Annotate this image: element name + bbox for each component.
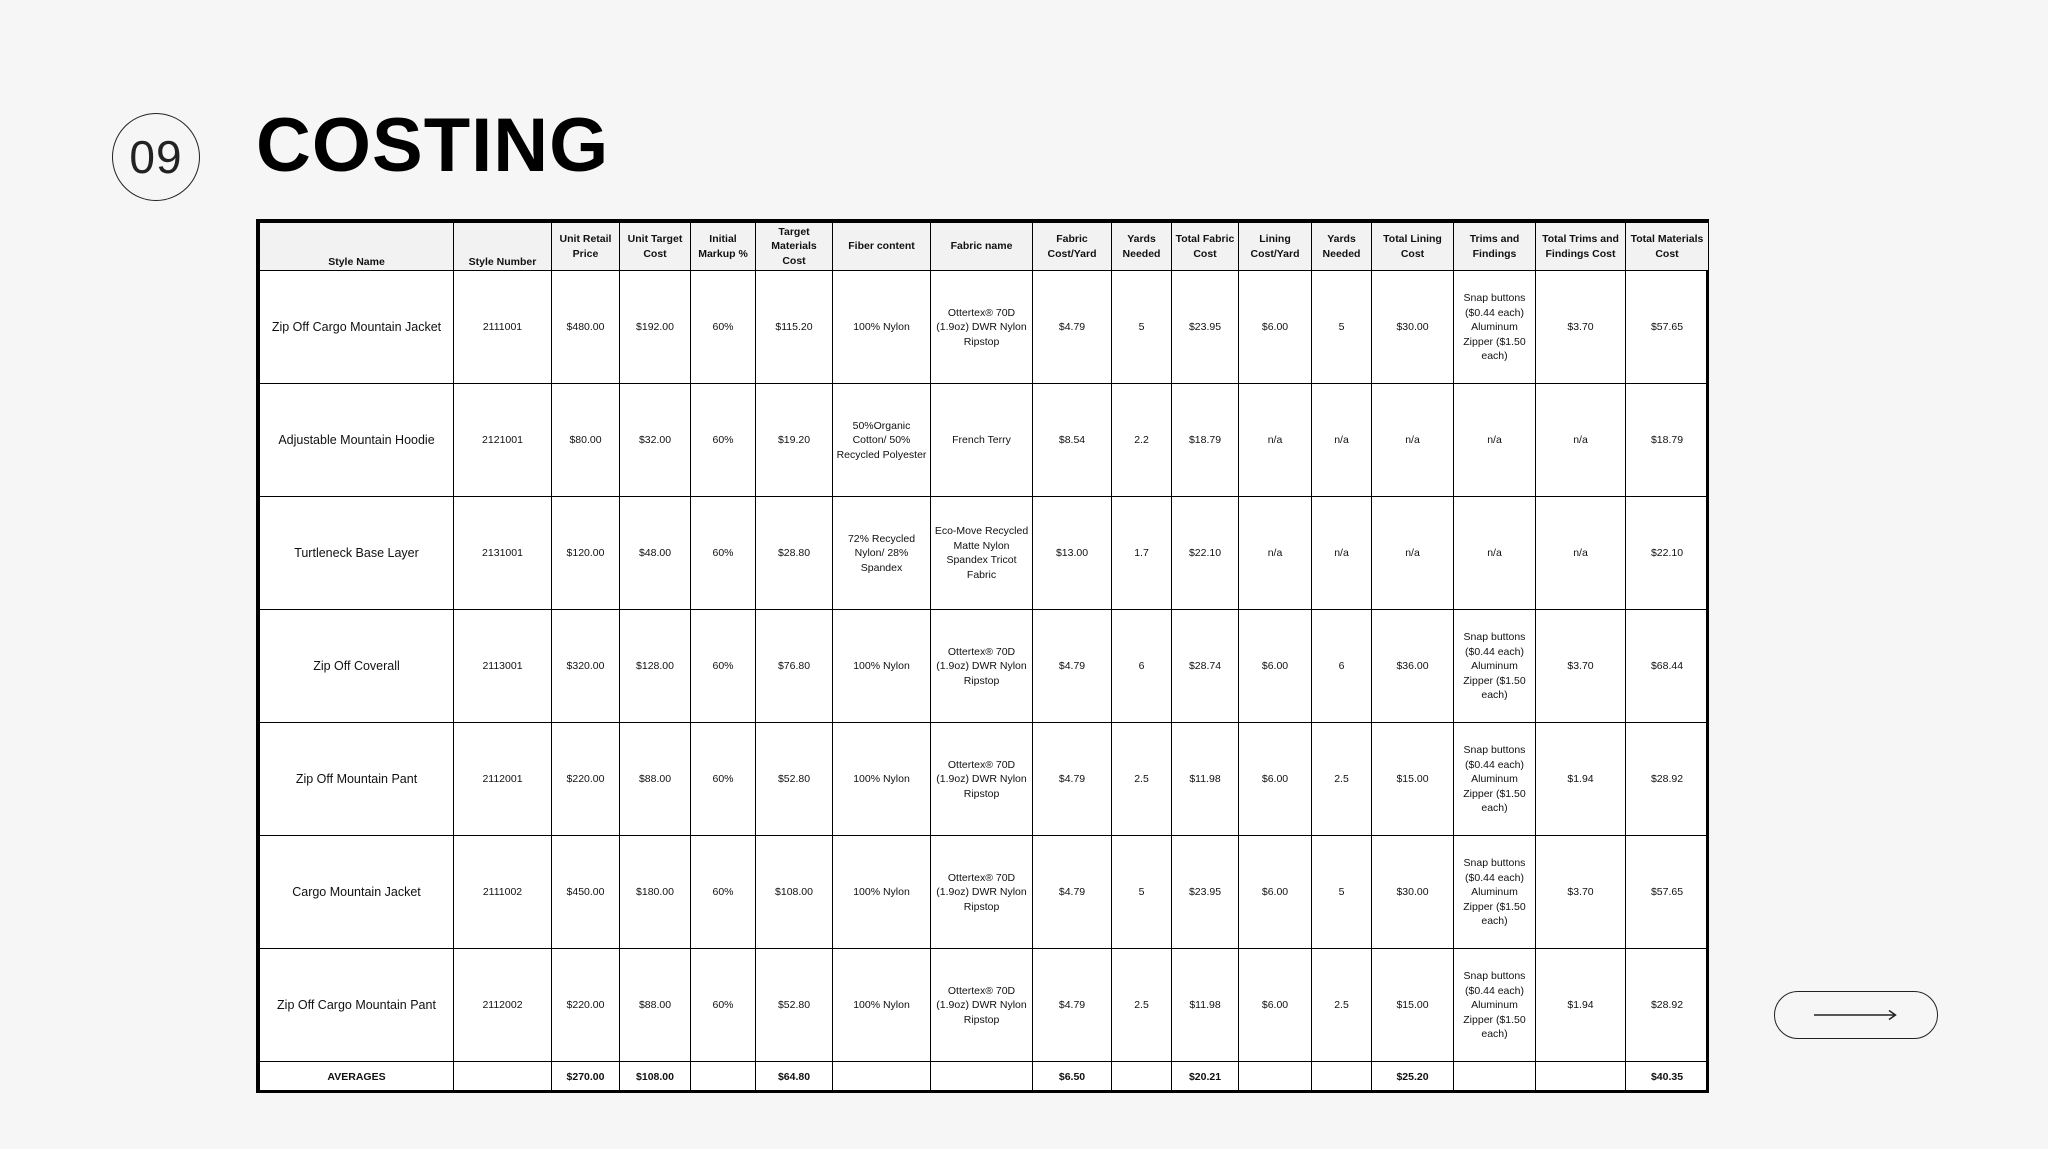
cell-style-name: Zip Off Coverall xyxy=(260,610,454,723)
cell-target-materials-cost: $108.00 xyxy=(756,836,833,949)
cell-target-materials-cost: $115.20 xyxy=(756,271,833,384)
cell-unit-retail-price: $320.00 xyxy=(552,610,620,723)
table-row xyxy=(260,497,1709,610)
cell-total-materials-cost: $57.65 xyxy=(1626,271,1709,384)
cell-unit-target-cost: $48.00 xyxy=(620,497,691,610)
cell-fiber-content: 100% Nylon xyxy=(833,271,931,384)
cell-unit-target-cost: $88.00 xyxy=(620,723,691,836)
cell-trims-and-findings: Snap buttons ($0.44 each) Aluminum Zipper ($1.50 each) xyxy=(1454,610,1536,723)
table-row xyxy=(260,610,1709,723)
cell-lining-yards-needed: 5 xyxy=(1312,836,1372,949)
cell-total-materials-cost: $28.92 xyxy=(1626,723,1709,836)
cell-total-lining-cost: $15.00 xyxy=(1372,723,1454,836)
cell-yards-needed: 5 xyxy=(1112,836,1172,949)
cell-fiber-content: 100% Nylon xyxy=(833,949,931,1062)
cell-fiber-content: 72% Recycled Nylon/ 28% Spandex xyxy=(833,497,931,610)
cell-lining-yards-needed: 2.5 xyxy=(1312,723,1372,836)
header-trims-and-findings: Trims and Findings xyxy=(1454,223,1536,271)
cell-lining-yards-needed: n/a xyxy=(1312,497,1372,610)
cell-total-trims-cost: $3.70 xyxy=(1536,610,1626,723)
cell-style-number: 2112002 xyxy=(454,949,552,1062)
cell-fiber-content: 100% Nylon xyxy=(833,723,931,836)
cell-total-trims-cost: $3.70 xyxy=(1536,836,1626,949)
header-initial-markup: Initial Markup % xyxy=(691,223,756,271)
cell-fabric-name: Ottertex® 70D (1.9oz) DWR Nylon Ripstop xyxy=(931,949,1033,1062)
cell-initial-markup: 60% xyxy=(691,723,756,836)
cell-style-name: Zip Off Cargo Mountain Jacket xyxy=(260,271,454,384)
cell-lining-yards-needed: 6 xyxy=(1312,610,1372,723)
cell-total-lining-cost: n/a xyxy=(1372,497,1454,610)
cell-fabric-cost-yard: $8.54 xyxy=(1033,384,1112,497)
cell-yards-needed: 2.2 xyxy=(1112,384,1172,497)
averages-cell xyxy=(833,1062,931,1092)
cell-lining-cost-yard: $6.00 xyxy=(1239,949,1312,1062)
header-total-lining-cost: Total Lining Cost xyxy=(1372,223,1454,271)
table-row xyxy=(260,723,1709,836)
cell-fabric-cost-yard: $4.79 xyxy=(1033,271,1112,384)
cell-total-materials-cost: $22.10 xyxy=(1626,497,1709,610)
averages-total-materials-cost: $40.35 xyxy=(1626,1062,1709,1092)
cell-yards-needed: 6 xyxy=(1112,610,1172,723)
cell-initial-markup: 60% xyxy=(691,384,756,497)
cell-yards-needed: 5 xyxy=(1112,271,1172,384)
cell-yards-needed: 2.5 xyxy=(1112,723,1172,836)
cell-unit-retail-price: $80.00 xyxy=(552,384,620,497)
cell-total-lining-cost: $15.00 xyxy=(1372,949,1454,1062)
cell-yards-needed: 2.5 xyxy=(1112,949,1172,1062)
cell-yards-needed: 1.7 xyxy=(1112,497,1172,610)
cell-lining-cost-yard: n/a xyxy=(1239,384,1312,497)
cell-total-trims-cost: $1.94 xyxy=(1536,949,1626,1062)
cell-fabric-name: Ottertex® 70D (1.9oz) DWR Nylon Ripstop xyxy=(931,836,1033,949)
cell-trims-and-findings: n/a xyxy=(1454,497,1536,610)
header-fiber-content: Fiber content xyxy=(833,223,931,271)
cell-total-lining-cost: n/a xyxy=(1372,384,1454,497)
cell-total-fabric-cost: $23.95 xyxy=(1172,271,1239,384)
header-unit-target-cost: Unit Target Cost xyxy=(620,223,691,271)
cell-trims-and-findings: Snap buttons ($0.44 each) Aluminum Zipper ($1.50 each) xyxy=(1454,836,1536,949)
cell-total-fabric-cost: $28.74 xyxy=(1172,610,1239,723)
costing-table xyxy=(259,222,1709,1092)
cell-trims-and-findings: n/a xyxy=(1454,384,1536,497)
cell-initial-markup: 60% xyxy=(691,610,756,723)
next-slide-button[interactable] xyxy=(1774,991,1938,1039)
header-row xyxy=(260,223,1709,271)
cell-style-name: Cargo Mountain Jacket xyxy=(260,836,454,949)
cell-style-name: Adjustable Mountain Hoodie xyxy=(260,384,454,497)
cell-lining-cost-yard: n/a xyxy=(1239,497,1312,610)
cell-total-trims-cost: n/a xyxy=(1536,384,1626,497)
header-unit-retail-price: Unit Retail Price xyxy=(552,223,620,271)
cell-target-materials-cost: $28.80 xyxy=(756,497,833,610)
cell-lining-cost-yard: $6.00 xyxy=(1239,836,1312,949)
cell-lining-yards-needed: 2.5 xyxy=(1312,949,1372,1062)
averages-cell xyxy=(1112,1062,1172,1092)
cell-total-fabric-cost: $11.98 xyxy=(1172,949,1239,1062)
cell-unit-retail-price: $480.00 xyxy=(552,271,620,384)
cell-lining-yards-needed: n/a xyxy=(1312,384,1372,497)
cell-total-lining-cost: $30.00 xyxy=(1372,271,1454,384)
cell-fiber-content: 50%Organic Cotton/ 50% Recycled Polyester xyxy=(833,384,931,497)
cell-total-fabric-cost: $23.95 xyxy=(1172,836,1239,949)
cell-target-materials-cost: $76.80 xyxy=(756,610,833,723)
cell-fabric-name: French Terry xyxy=(931,384,1033,497)
cell-fabric-name: Ottertex® 70D (1.9oz) DWR Nylon Ripstop xyxy=(931,271,1033,384)
table-row xyxy=(260,271,1709,384)
cell-fiber-content: 100% Nylon xyxy=(833,610,931,723)
cell-unit-target-cost: $192.00 xyxy=(620,271,691,384)
table-row xyxy=(260,836,1709,949)
averages-cell xyxy=(1454,1062,1536,1092)
cell-unit-target-cost: $32.00 xyxy=(620,384,691,497)
cell-initial-markup: 60% xyxy=(691,497,756,610)
cell-unit-retail-price: $450.00 xyxy=(552,836,620,949)
cell-style-number: 2111001 xyxy=(454,271,552,384)
cell-style-name: Turtleneck Base Layer xyxy=(260,497,454,610)
cell-fabric-cost-yard: $4.79 xyxy=(1033,949,1112,1062)
cell-trims-and-findings: Snap buttons ($0.44 each) Aluminum Zipper ($1.50 each) xyxy=(1454,271,1536,384)
cell-total-lining-cost: $36.00 xyxy=(1372,610,1454,723)
cell-unit-retail-price: $120.00 xyxy=(552,497,620,610)
cell-unit-target-cost: $88.00 xyxy=(620,949,691,1062)
header-total-materials-cost: Total Materials Cost xyxy=(1626,223,1709,271)
averages-label: AVERAGES xyxy=(260,1062,454,1092)
cell-lining-cost-yard: $6.00 xyxy=(1239,723,1312,836)
cell-initial-markup: 60% xyxy=(691,949,756,1062)
cell-unit-retail-price: $220.00 xyxy=(552,949,620,1062)
header-target-materials-cost: Target Materials Cost xyxy=(756,223,833,271)
header-total-fabric-cost: Total Fabric Cost xyxy=(1172,223,1239,271)
header-fabric-cost-yard: Fabric Cost/Yard xyxy=(1033,223,1112,271)
header-total-trims-cost: Total Trims and Findings Cost xyxy=(1536,223,1626,271)
averages-fabric-cost-yard: $6.50 xyxy=(1033,1062,1112,1092)
averages-total-lining-cost: $25.20 xyxy=(1372,1062,1454,1092)
cell-fabric-cost-yard: $4.79 xyxy=(1033,723,1112,836)
cell-total-fabric-cost: $11.98 xyxy=(1172,723,1239,836)
cell-style-number: 2113001 xyxy=(454,610,552,723)
cell-total-fabric-cost: $22.10 xyxy=(1172,497,1239,610)
cell-style-number: 2121001 xyxy=(454,384,552,497)
cell-lining-yards-needed: 5 xyxy=(1312,271,1372,384)
cell-unit-target-cost: $128.00 xyxy=(620,610,691,723)
header-yards-needed: Yards Needed xyxy=(1112,223,1172,271)
cell-unit-retail-price: $220.00 xyxy=(552,723,620,836)
averages-total-fabric-cost: $20.21 xyxy=(1172,1062,1239,1092)
section-number-badge xyxy=(112,113,200,201)
header-fabric-name: Fabric name xyxy=(931,223,1033,271)
cell-trims-and-findings: Snap buttons ($0.44 each) Aluminum Zipper ($1.50 each) xyxy=(1454,723,1536,836)
averages-cell xyxy=(931,1062,1033,1092)
cell-unit-target-cost: $180.00 xyxy=(620,836,691,949)
cell-style-name: Zip Off Cargo Mountain Pant xyxy=(260,949,454,1062)
averages-row xyxy=(260,1062,1709,1092)
cell-total-lining-cost: $30.00 xyxy=(1372,836,1454,949)
cell-total-materials-cost: $68.44 xyxy=(1626,610,1709,723)
averages-cell xyxy=(454,1062,552,1092)
header-style-name: Style Name xyxy=(260,223,454,271)
cell-fabric-cost-yard: $4.79 xyxy=(1033,610,1112,723)
cell-initial-markup: 60% xyxy=(691,836,756,949)
cell-target-materials-cost: $19.20 xyxy=(756,384,833,497)
cell-total-trims-cost: $1.94 xyxy=(1536,723,1626,836)
cell-fabric-cost-yard: $4.79 xyxy=(1033,836,1112,949)
cell-fabric-name: Ottertex® 70D (1.9oz) DWR Nylon Ripstop xyxy=(931,723,1033,836)
cell-style-number: 2111002 xyxy=(454,836,552,949)
cell-fabric-name: Eco-Move Recycled Matte Nylon Spandex Tricot Fabric xyxy=(931,497,1033,610)
cell-initial-markup: 60% xyxy=(691,271,756,384)
averages-unit-target-cost: $108.00 xyxy=(620,1062,691,1092)
cell-total-materials-cost: $28.92 xyxy=(1626,949,1709,1062)
cell-fabric-name: Ottertex® 70D (1.9oz) DWR Nylon Ripstop xyxy=(931,610,1033,723)
cell-total-trims-cost: $3.70 xyxy=(1536,271,1626,384)
page-title: COSTING xyxy=(256,103,610,188)
cell-target-materials-cost: $52.80 xyxy=(756,723,833,836)
table-body xyxy=(260,271,1709,1092)
averages-cell xyxy=(1239,1062,1312,1092)
arrow-right-icon xyxy=(1814,1009,1898,1021)
cell-style-number: 2112001 xyxy=(454,723,552,836)
averages-cell xyxy=(1536,1062,1626,1092)
header-style-number: Style Number xyxy=(454,223,552,271)
costing-table-container xyxy=(256,219,1709,1093)
header-lining-yards-needed: Yards Needed xyxy=(1312,223,1372,271)
cell-style-name: Zip Off Mountain Pant xyxy=(260,723,454,836)
cell-style-number: 2131001 xyxy=(454,497,552,610)
cell-total-materials-cost: $18.79 xyxy=(1626,384,1709,497)
averages-cell xyxy=(691,1062,756,1092)
cell-fiber-content: 100% Nylon xyxy=(833,836,931,949)
averages-unit-retail-price: $270.00 xyxy=(552,1062,620,1092)
table-row xyxy=(260,949,1709,1062)
header-lining-cost-yard: Lining Cost/Yard xyxy=(1239,223,1312,271)
cell-lining-cost-yard: $6.00 xyxy=(1239,271,1312,384)
averages-target-materials-cost: $64.80 xyxy=(756,1062,833,1092)
cell-total-materials-cost: $57.65 xyxy=(1626,836,1709,949)
averages-cell xyxy=(1312,1062,1372,1092)
table-row xyxy=(260,384,1709,497)
cell-total-fabric-cost: $18.79 xyxy=(1172,384,1239,497)
cell-total-trims-cost: n/a xyxy=(1536,497,1626,610)
cell-target-materials-cost: $52.80 xyxy=(756,949,833,1062)
section-number: 09 xyxy=(129,131,183,183)
cell-trims-and-findings: Snap buttons ($0.44 each) Aluminum Zipper ($1.50 each) xyxy=(1454,949,1536,1062)
cell-lining-cost-yard: $6.00 xyxy=(1239,610,1312,723)
cell-fabric-cost-yard: $13.00 xyxy=(1033,497,1112,610)
